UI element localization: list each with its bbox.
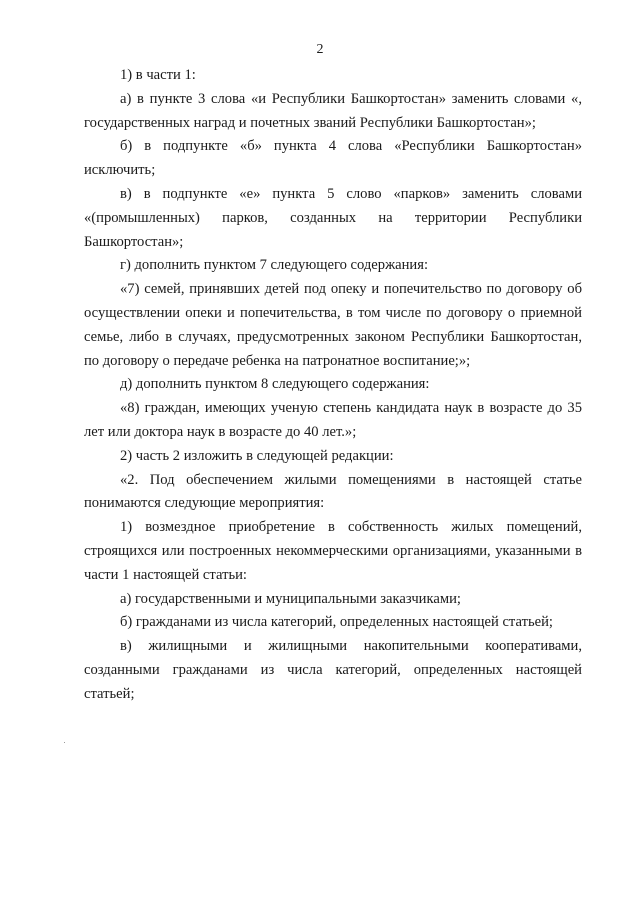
paragraph-part-1: 1) в части 1:	[120, 67, 196, 83]
paragraph-sub-a: а) государственными и муниципальными заказчиками;	[120, 590, 461, 607]
paragraph-point-7: «7) семей, принявших детей под опеку и попечительство по договору об осуществлении опеки и попечительства, в том числе по договору о приемной семье, либо в случаях, предусмотренных законом Республики Башкортостан, по договору о передаче ребенка на патронатное воспитание;»;	[84, 281, 582, 369]
paragraph-point-8: «8) граждан, имеющих ученую степень кандидата наук в возрасте до 35 лет или доктора наук в возрасте до 40 лет.»;	[84, 400, 582, 440]
paragraph-item-v: в) в подпункте «е» пункта 5 слово «парков» заменить словами «(промышленных) парков, созданных на территории Республики Башкортостан»;	[84, 185, 582, 250]
paragraph-sub-v: в) жилищными и жилищными накопительными кооперативами, созданными гражданами из числа категорий, определенных настоящей статьей;	[84, 638, 582, 702]
page-number: 2	[316, 42, 324, 57]
paragraph-part-2: 2) часть 2 изложить в следующей редакции:	[120, 447, 394, 464]
paragraph-item-a: а) в пункте 3 слова «и Республики Башкортостан» заменить словами «, государственных наград и почетных званий Республики Башкортостан»;	[84, 90, 582, 131]
paragraph-sub-b: б) гражданами из числа категорий, определенных настоящей статьей;	[120, 614, 553, 631]
paragraph-new-part-2: «2. Под обеспечением жилыми помещениями в настоящей статье понимаются следующие мероприятия:	[84, 471, 582, 512]
paragraph-item-b: б) в подпункте «б» пункта 4 слова «Республики Башкортостан» исключить;	[84, 138, 582, 179]
paragraph-measure-1: 1) возмездное приобретение в собственность жилых помещений, строящихся или построенных некоммерческими организациями, указанными в части 1 настоящей статьи:	[84, 519, 582, 583]
scan-artifact	[64, 742, 65, 743]
paragraph-item-d: д) дополнить пунктом 8 следующего содержания:	[120, 376, 430, 393]
document-body	[84, 64, 582, 707]
paragraph-item-g: г) дополнить пунктом 7 следующего содержания:	[120, 257, 429, 274]
